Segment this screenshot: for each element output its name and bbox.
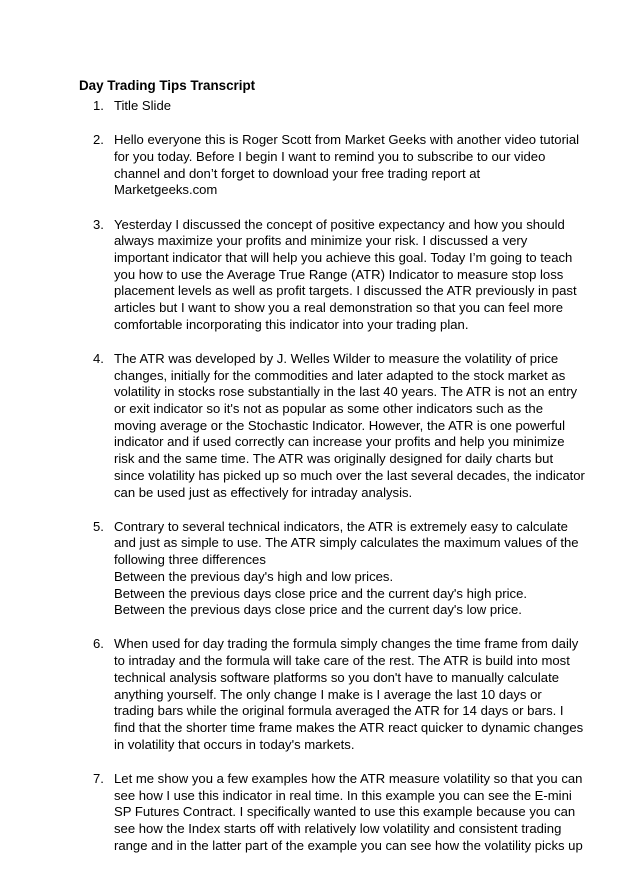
- text-line: range and in the latter part of the example you can see how the volatility picks up: [114, 837, 583, 853]
- text-line: Between the previous days close price and the current day's low price.: [114, 602, 522, 618]
- document-title: Day Trading Tips Transcript: [79, 78, 256, 93]
- text-line: comfortable incorporating this indicator into your trading plan.: [114, 316, 469, 332]
- text-line: anything yourself. The only change I make is I average the last 10 days or: [114, 686, 542, 702]
- list-item-number: 1.: [93, 98, 104, 113]
- text-line: to intraday and the formula will take care of the rest. The ATR is build into most: [114, 653, 570, 669]
- text-line: Contrary to several technical indicators, the ATR is extremely easy to calculate: [114, 518, 568, 534]
- list-item-number: 4.: [93, 350, 104, 366]
- text-line: or exit indicator so it's not as popular as some other indicators such as the: [114, 401, 543, 417]
- text-line: moving average or the Stochastic Indicator. However, the ATR is one powerful: [114, 417, 565, 433]
- transcript-list: [0, 98, 638, 872]
- list-item-number: 6.: [93, 636, 104, 652]
- text-line: always maximize your profits and minimize your risk. I discussed a very: [114, 233, 528, 249]
- text-line: Marketgeeks.com: [114, 182, 218, 198]
- list-item-text: [114, 217, 584, 334]
- text-line: for you today. Before I begin I want to remind you to subscribe to our video: [114, 148, 546, 164]
- text-line: changes, initially for the commodities and later adapted to the stock market as: [114, 367, 566, 383]
- text-line: since volatility has picked up so much over the last several decades, the indicator: [114, 467, 585, 483]
- text-line: you how to use the Average True Range (ATR) Indicator to measure stop loss: [114, 266, 564, 282]
- list-item: [0, 98, 638, 115]
- text-line: important indicator that will help you achieve this goal. Today I’m going to teach: [114, 249, 573, 265]
- text-line: find that the shorter time frame makes the ATR react quicker to dynamic changes: [114, 720, 584, 735]
- list-item-number: 3.: [93, 216, 104, 232]
- text-line: Hello everyone this is Roger Scott from Market Geeks with another video tutorial: [114, 132, 580, 148]
- text-line: and just as simple to use. The ATR simply calculates the maximum values of the: [114, 535, 579, 551]
- text-line: technical analysis software platforms so you don't have to manually calculate: [114, 669, 560, 685]
- list-item-number: 2.: [93, 132, 104, 148]
- list-item-number: 5.: [93, 518, 104, 534]
- text-line: Between the previous day's high and low prices.: [114, 568, 394, 584]
- list-item-text: [114, 351, 584, 501]
- text-line: Title Slide: [114, 98, 172, 113]
- list-item-text: [114, 519, 584, 619]
- list-item-text: [114, 636, 584, 753]
- text-line: articles but I want to show you a real demonstration so that you can feel more: [114, 300, 564, 316]
- list-item: [0, 519, 638, 619]
- text-line: When used for day trading the formula simply changes the time frame from daily: [114, 636, 579, 652]
- list-item: [0, 636, 638, 753]
- text-line: volatility in stocks rose substantially in the last 40 years. The ATR is not an entry: [114, 384, 578, 400]
- list-item: [0, 771, 638, 855]
- text-line: indicator and if used correctly can increase your profits and help you minimize: [114, 434, 565, 450]
- text-line: see how the Index starts off with relatively low volatility and consistent trading: [114, 821, 562, 837]
- text-line: following three differences: [114, 552, 266, 568]
- text-line: can be used just as effectively for intraday analysis.: [114, 484, 413, 500]
- text-line: risk and the same time. The ATR was originally designed for daily charts but: [114, 451, 554, 467]
- list-item-text: [114, 98, 584, 115]
- text-line: trading bars while the original formula averaged the ATR for 14 days or bars. I: [114, 703, 564, 719]
- text-line: Let me show you a few examples how the ATR measure volatility so that you can: [114, 770, 583, 786]
- text-line: placement levels as well as profit targets. I discussed the ATR previously in past: [114, 283, 577, 299]
- text-line: SP Futures Contract. I specifically wanted to use this example because you can: [114, 804, 576, 820]
- list-item-text: [114, 771, 584, 855]
- text-line: in volatility that occurs in today's markets.: [114, 736, 355, 752]
- list-item: [0, 217, 638, 334]
- text-line: Yesterday I discussed the concept of positive expectancy and how you should: [114, 216, 565, 232]
- text-line: The ATR was developed by J. Welles Wilder to measure the volatility of price: [114, 350, 559, 366]
- text-line: channel and don’t forget to download your free trading report at: [114, 165, 481, 181]
- list-item-text: [114, 132, 584, 199]
- list-item: [0, 132, 638, 199]
- text-line: Between the previous days close price and the current day's high price.: [114, 585, 528, 601]
- text-line: see how I use this indicator in real time. In this example you can see the E-mini: [114, 787, 572, 803]
- list-item-number: 7.: [93, 770, 104, 786]
- list-item: [0, 351, 638, 501]
